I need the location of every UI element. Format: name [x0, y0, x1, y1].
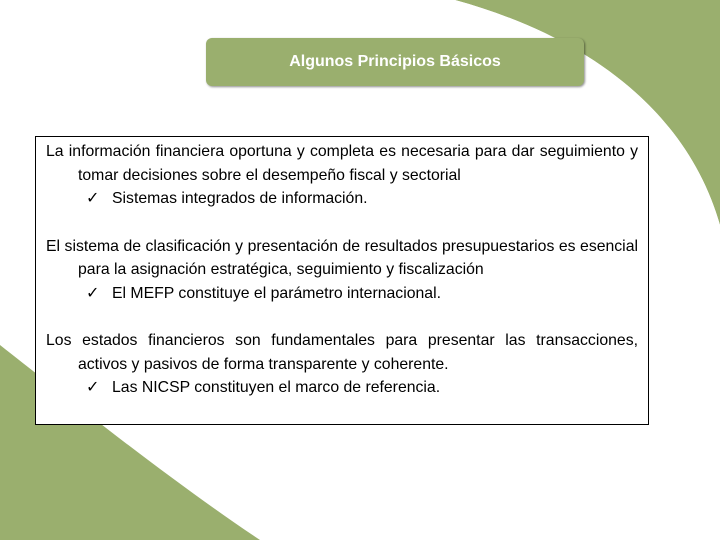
principle-3 — [46, 329, 638, 400]
principles-box — [35, 136, 649, 425]
checkmark-icon: ✓ — [86, 284, 100, 302]
principle-text: Los estados financieros son fundamentales para presentar las transacciones, activos y pasivos de forma transparente y coherente. — [46, 332, 638, 373]
principle-1 — [46, 140, 638, 211]
bullet-text: El MEFP constituye el parámetro internacional. — [112, 284, 441, 302]
bullet-text: Sistemas integrados de información. — [112, 190, 368, 207]
principle-2 — [46, 235, 638, 306]
bullet-item — [46, 282, 638, 306]
checkmark-icon: ✓ — [86, 379, 100, 396]
principle-text: El sistema de clasificación y presentación de resultados presupuestarios es esencial para la asignación estratégica, seguimiento y fiscalización — [46, 237, 638, 278]
checkmark-icon: ✓ — [86, 190, 100, 207]
bullet-text: Las NICSP constituyen el marco de referencia. — [112, 379, 441, 396]
bullet-item — [46, 187, 638, 211]
bullet-item — [46, 376, 638, 400]
principle-text: La información financiera oportuna y completa es necesaria para dar seguimiento y tomar decisiones sobre el desempeño fiscal y sectorial — [46, 143, 638, 184]
page-title: Algunos Principios Básicos — [206, 38, 584, 86]
